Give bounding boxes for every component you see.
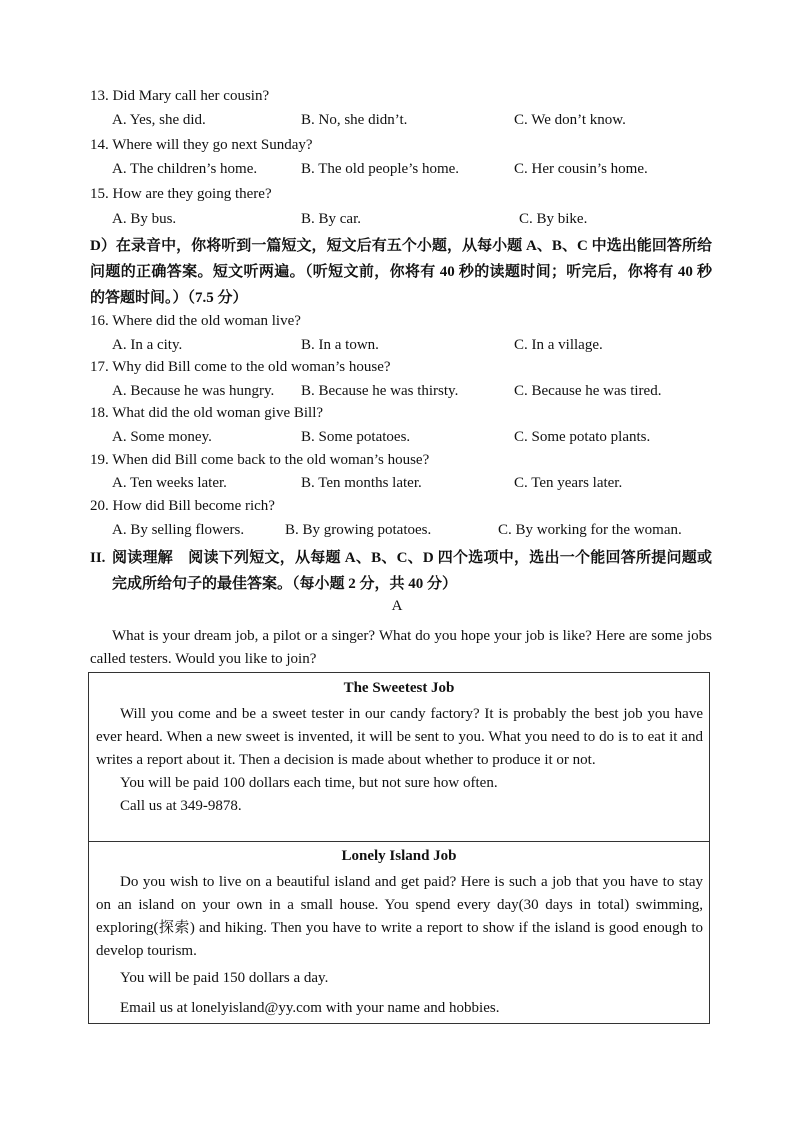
- option-a[interactable]: A. Yes, she did.: [112, 112, 206, 128]
- section-d-instruction-text: D）在录音中，你将听到一篇短文，短文后有五个小题，从每小题 A、B、C 中选出能回答所给问题的正确答案。短文听两遍。（听短文前，你将有 40 秒的读题时间；听完后，你将有 40 秒的答题时间。）（7.5 分）: [90, 238, 712, 306]
- option-c[interactable]: C. Her cousin’s home.: [514, 161, 648, 177]
- job-paragraph: Will you come and be a sweet tester in our candy factory? It is probably the best job you have ever heard. When a new sweet is invented, it will be sent to you. What you need to do is to eat it and writes a report about it. Then a decision is made about whether to produce it or not.: [96, 706, 703, 768]
- job-description: [89, 703, 709, 818]
- option-a[interactable]: A. Some money.: [112, 429, 212, 445]
- question-13-options: [112, 112, 710, 132]
- option-b[interactable]: B. Some potatoes.: [301, 429, 411, 445]
- option-c[interactable]: C. In a village.: [514, 337, 603, 353]
- job-contact: Call us at 349-9878.: [120, 798, 242, 814]
- question-17-options: [112, 383, 710, 403]
- option-b[interactable]: B. Ten months later.: [301, 475, 422, 491]
- option-c[interactable]: C. By bike.: [519, 211, 588, 227]
- question-18: 18. What did the old woman give Bill?: [90, 405, 324, 421]
- section-ii-label: II.: [90, 550, 106, 566]
- section-d-instruction: [90, 233, 712, 311]
- question-17: 17. Why did Bill come to the old woman’s house?: [90, 359, 391, 375]
- job-box-lonely-island: [88, 841, 710, 1024]
- job-description: [89, 871, 709, 1020]
- option-a[interactable]: A. In a city.: [112, 337, 183, 353]
- question-19: 19. When did Bill come back to the old woman’s house?: [90, 452, 430, 468]
- job-pay: You will be paid 100 dollars each time, but not sure how often.: [120, 775, 498, 791]
- option-b[interactable]: B. By growing potatoes.: [285, 522, 432, 538]
- option-a[interactable]: A. Ten weeks later.: [112, 475, 227, 491]
- passage-intro: What is your dream job, a pilot or a singer? What do you hope your job is like? Here are some jobs called testers. Would you like to join?: [90, 628, 712, 667]
- option-b[interactable]: B. By car.: [301, 211, 361, 227]
- option-a[interactable]: A. By bus.: [112, 211, 177, 227]
- option-a[interactable]: A. Because he was hungry.: [112, 383, 275, 399]
- question-16-options: [112, 337, 710, 357]
- job-paragraph: Do you wish to live on a beautiful island and get paid? Here is such a job that you have to stay on an island on your own in a small house. You spend every day(30 days in total) swimming, exploring(探索) and hiking. Then you have to write a report to show if the island is good enough to develop tourism.: [96, 874, 703, 959]
- question-18-options: [112, 429, 710, 449]
- option-c[interactable]: C. Ten years later.: [514, 475, 623, 491]
- option-a[interactable]: A. By selling flowers.: [112, 522, 245, 538]
- question-19-options: [112, 475, 710, 495]
- question-14: 14. Where will they go next Sunday?: [90, 137, 313, 153]
- question-16: 16. Where did the old woman live?: [90, 313, 301, 329]
- option-c[interactable]: C. By working for the woman.: [498, 522, 682, 538]
- option-c[interactable]: C. Because he was tired.: [514, 383, 662, 399]
- job-contact: Email us at lonelyisland@yy.com with your name and hobbies.: [120, 1000, 500, 1016]
- job-title: The Sweetest Job: [343, 680, 455, 696]
- option-b[interactable]: B. No, she didn’t.: [301, 112, 408, 128]
- question-15-options: [112, 211, 710, 231]
- option-c[interactable]: C. We don’t know.: [514, 112, 626, 128]
- option-a[interactable]: A. The children’s home.: [112, 161, 258, 177]
- section-ii-instruction-text: 阅读理解 阅读下列短文，从每题 A、B、C、D 四个选项中，选出一个能回答所提问题或完成所给句子的最佳答案。（每小题 2 分，共 40 分）: [112, 550, 712, 592]
- option-b[interactable]: B. In a town.: [301, 337, 379, 353]
- section-ii-instruction: [90, 545, 712, 597]
- question-15: 15. How are they going there?: [90, 186, 272, 202]
- option-b[interactable]: B. The old people’s home.: [301, 161, 460, 177]
- option-c[interactable]: C. Some potato plants.: [514, 429, 651, 445]
- option-b[interactable]: B. Because he was thirsty.: [301, 383, 459, 399]
- question-13: 13. Did Mary call her cousin?: [90, 88, 270, 104]
- question-20-options: [112, 522, 710, 542]
- job-box-sweetest: [88, 672, 710, 842]
- question-20: 20. How did Bill become rich?: [90, 498, 275, 514]
- question-14-options: [112, 161, 710, 181]
- passage-letter: A: [391, 598, 403, 614]
- job-title: Lonely Island Job: [341, 848, 457, 864]
- job-pay: You will be paid 150 dollars a day.: [120, 970, 329, 986]
